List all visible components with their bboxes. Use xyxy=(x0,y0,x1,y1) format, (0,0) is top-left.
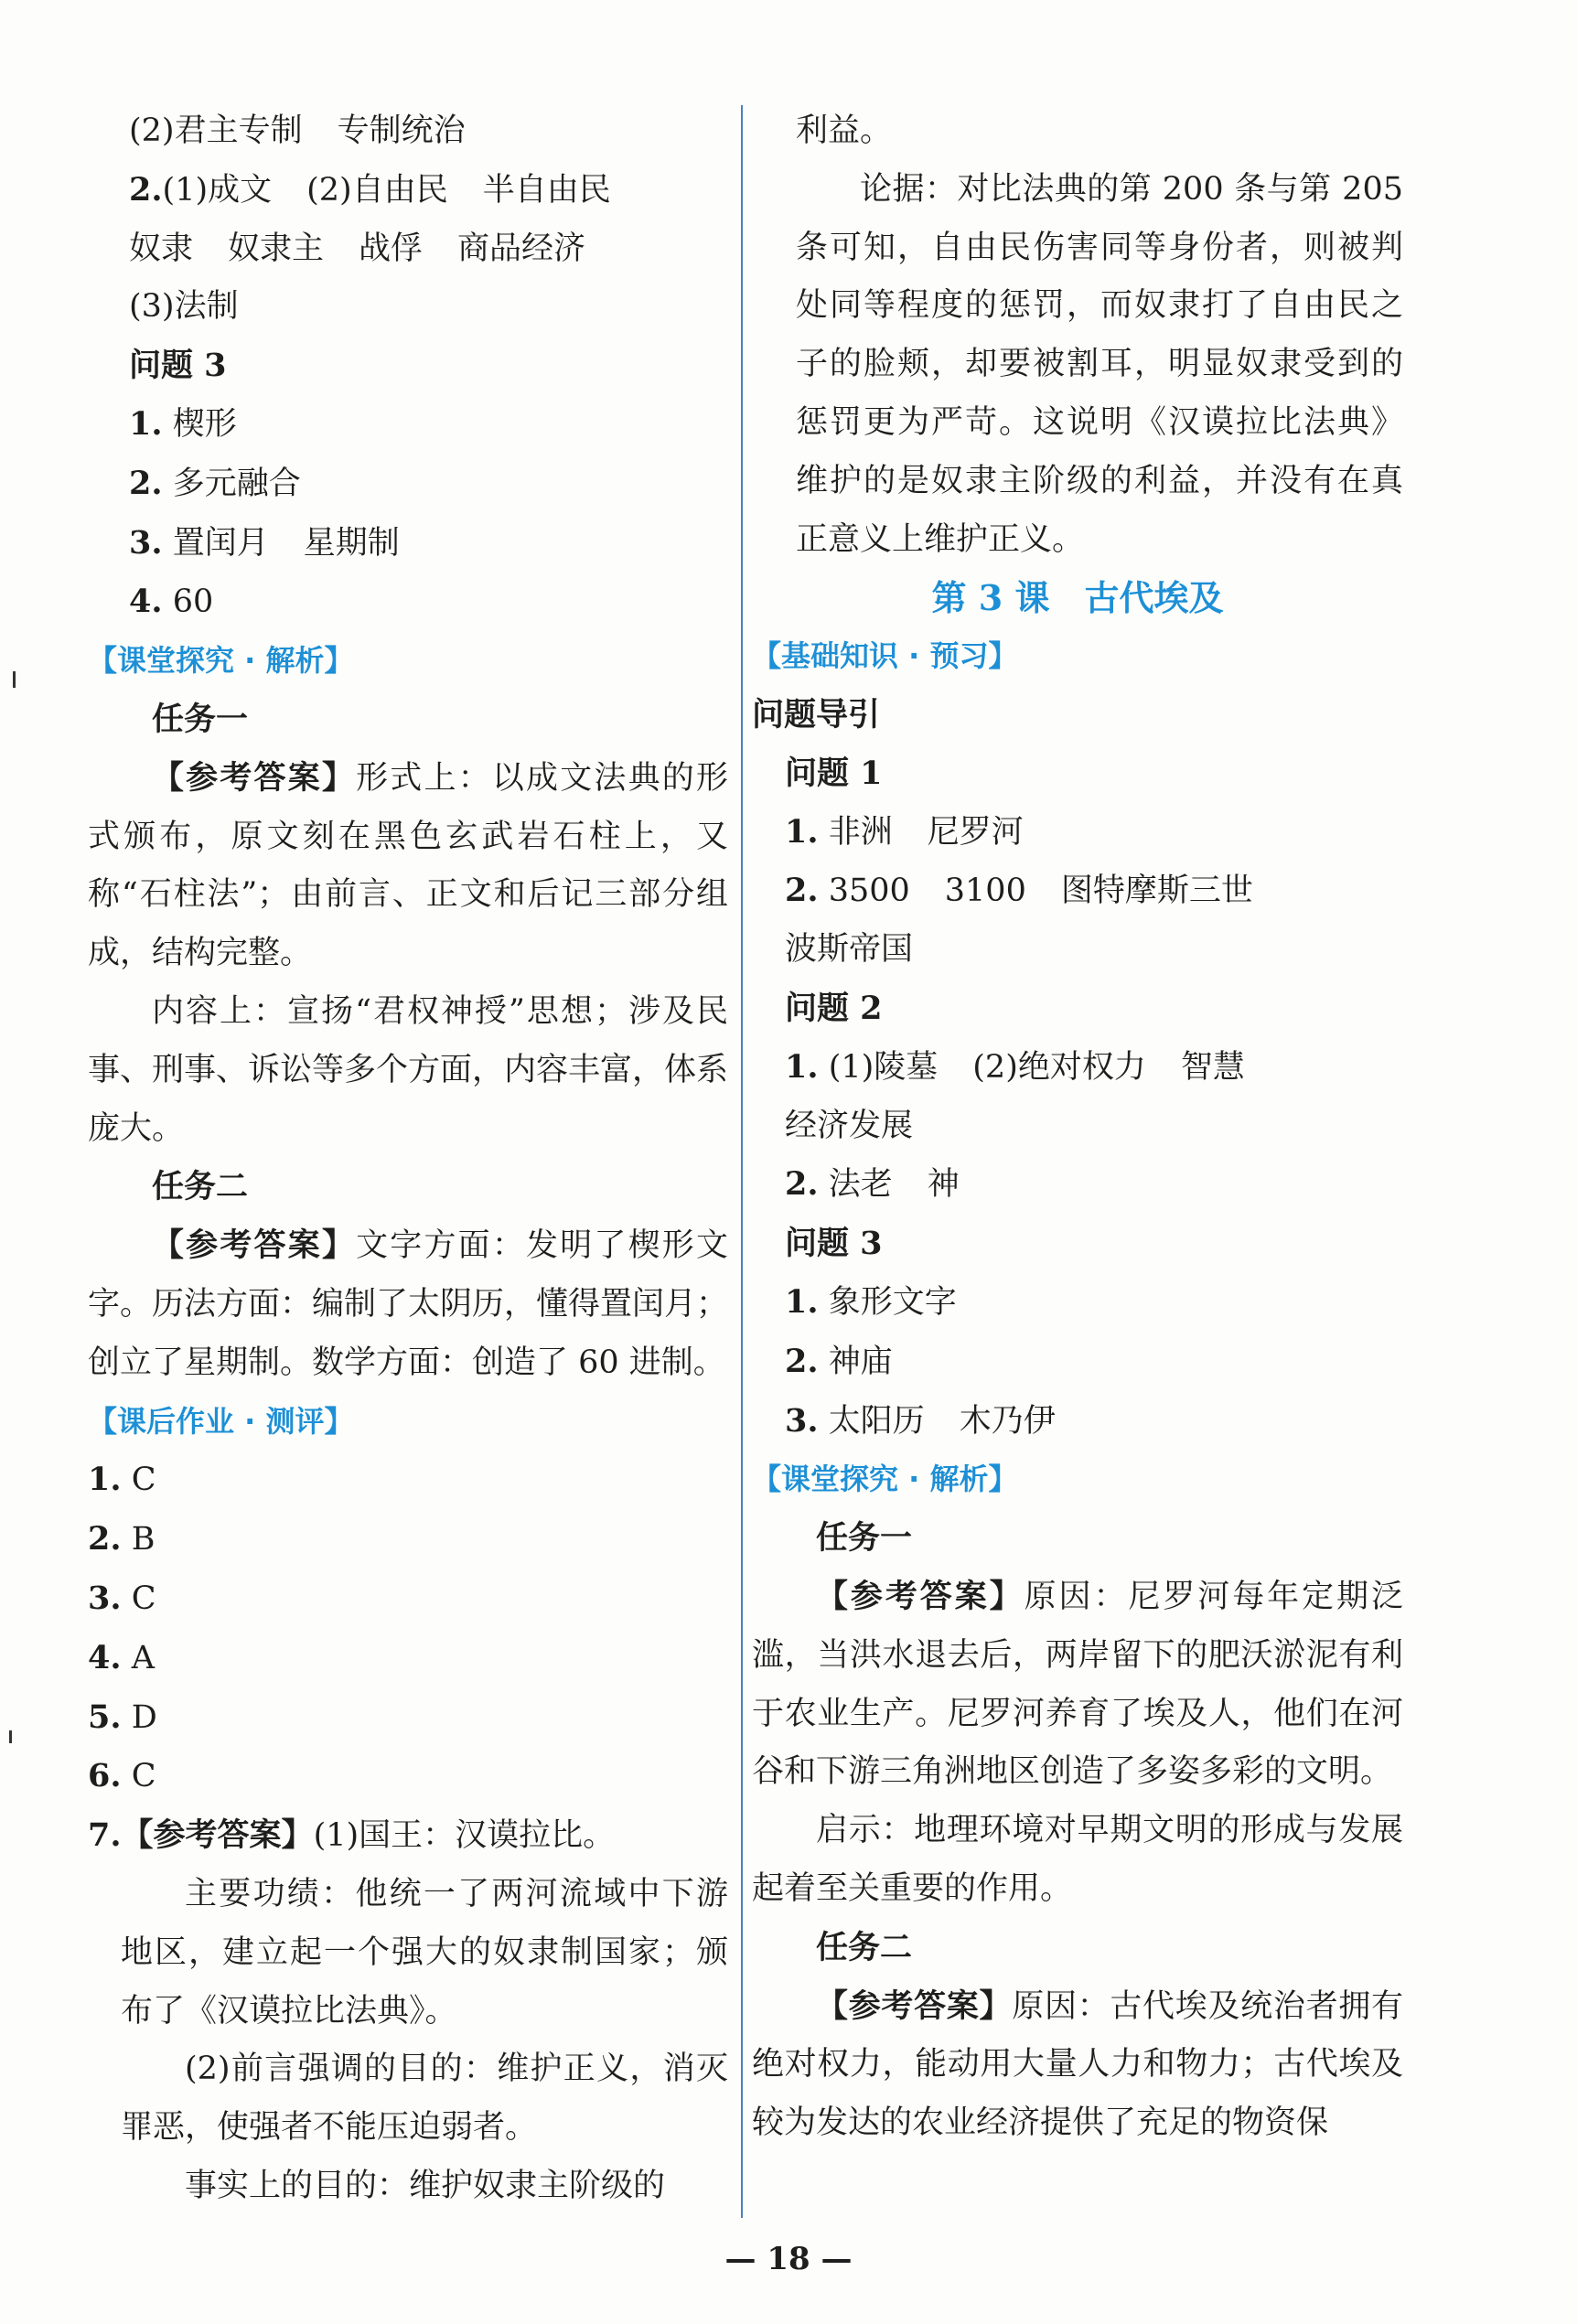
question-heading: 问题 3 xyxy=(785,1225,883,1263)
answer-text: 图特摩斯三世 xyxy=(1060,873,1253,910)
answer-paragraph xyxy=(88,749,728,983)
answer-paragraph: 启示：地理环境对早期文明的形成与发展起着至关重要的作用。 xyxy=(752,1812,1403,1907)
answer-paragraph: 内容上：宣扬“君权神授”思想；涉及民事、刑事、诉讼等多个方面，内容丰富，体系庞大。 xyxy=(88,992,729,1147)
answer-text: 象形文字 xyxy=(828,1283,957,1321)
answer-text: 置闰月 xyxy=(172,524,269,562)
answer-text: (1)陵墓 xyxy=(828,1048,939,1086)
answer-text: B xyxy=(131,1521,156,1558)
answer-text: 半自由民 xyxy=(482,171,611,209)
section-header: 【课堂探究 · 解析】 xyxy=(88,643,354,679)
answer-line: 利益。 xyxy=(796,112,893,149)
answer-line xyxy=(88,1747,728,1806)
answer-line xyxy=(88,573,728,632)
answer-line xyxy=(88,278,728,337)
answer-text: 木乃伊 xyxy=(959,1402,1056,1440)
answer-line xyxy=(88,1806,728,1866)
answer-line xyxy=(752,1333,1403,1392)
answer-paragraph xyxy=(752,1977,1403,2153)
answer-text: (3)法制 xyxy=(129,288,239,326)
answer-line xyxy=(752,1155,1403,1215)
item-number: 1. xyxy=(88,1461,122,1499)
answer-text: C xyxy=(131,1758,156,1795)
item-number: 3. xyxy=(88,1579,122,1617)
answer-text: 楔形 xyxy=(172,405,237,443)
answer-paragraph: (2)前言强调的目的：维护正义，消灭罪恶，使强者不能压迫弱者。 xyxy=(121,2051,728,2147)
item-number: 2. xyxy=(785,1165,819,1204)
answer-text: (2)绝对权力 xyxy=(972,1048,1146,1086)
answer-text: 非洲 xyxy=(828,813,893,851)
answer-line: 经济发展 xyxy=(785,1107,914,1144)
answer-paragraph: 论据：对比法典的第 200 条与第 205 条可知，自由民伤害同等身份者，则被判处同等程度的惩罚，而奴隶打了自由民之子的脸颊，却要被割耳，明显奴隶受到的惩罚更为严苛。这说明《汉谟拉比法典》维护的是奴隶主阶级的利益，并没有在真正意义上维护正义。 xyxy=(796,170,1403,558)
section-header: 【课后作业 · 测评】 xyxy=(88,1403,354,1439)
item-number: 5. xyxy=(88,1697,122,1736)
answer-text: (2)自由民 xyxy=(306,171,448,209)
right-column xyxy=(752,102,1403,2153)
item-number: 2. xyxy=(129,170,163,209)
answer-line xyxy=(88,455,728,514)
answer-line xyxy=(88,220,728,279)
answer-text: 战俘 xyxy=(359,230,424,267)
margin-mark xyxy=(13,671,16,688)
answer-text: 奴隶主 xyxy=(228,230,325,267)
answer-paragraph: 事实上的目的：维护奴隶主阶级的 xyxy=(185,2167,666,2204)
paragraph-text: 文字方面：发明了楔形文字。历法方面：编制了太阴历，懂得置闰月；创立了星期制。数学方面：创造了 60 进制。 xyxy=(88,1227,729,1381)
item-number: 2. xyxy=(88,1520,122,1558)
answer-label: 【参考答案】 xyxy=(152,758,357,797)
answer-text: (1)成文 xyxy=(162,171,273,209)
item-number: 6. xyxy=(88,1757,122,1795)
answer-text: (2)君主专制 xyxy=(129,112,303,149)
section-header: 【课堂探究 · 解析】 xyxy=(752,1462,1018,1497)
section-header: 【基础知识 · 预习】 xyxy=(752,638,1018,674)
answer-line xyxy=(88,514,728,573)
answer-text: 尼罗河 xyxy=(927,813,1024,851)
task-heading: 任务一 xyxy=(816,1519,913,1558)
answer-line xyxy=(88,102,728,161)
answer-text: 法老 xyxy=(828,1166,893,1204)
lesson-title: 第 3 课 古代埃及 xyxy=(931,577,1224,619)
item-number: 7. xyxy=(88,1816,122,1855)
paragraph-text: 原因：古代埃及统治者拥有绝对权力，能动用大量人力和物力；古代埃及较为发达的农业经济提供了充足的物资保 xyxy=(752,1987,1403,2142)
answer-line xyxy=(752,1392,1403,1451)
answer-line xyxy=(88,1629,728,1688)
answer-text: 神 xyxy=(927,1166,960,1204)
answer-line xyxy=(88,395,728,455)
answer-text: C xyxy=(131,1462,156,1499)
answer-label: 【参考答案】 xyxy=(121,1816,314,1855)
answer-paragraph xyxy=(752,1568,1403,1802)
answer-line xyxy=(752,803,1403,862)
answer-text: D xyxy=(131,1698,157,1736)
item-number: 1. xyxy=(129,404,163,443)
answer-label: 【参考答案】 xyxy=(816,1577,1025,1615)
answer-line xyxy=(752,862,1403,921)
answer-text: 奴隶 xyxy=(129,230,194,267)
item-number: 2. xyxy=(785,1342,819,1380)
item-number: 4. xyxy=(88,1638,122,1676)
answer-text: 3100 xyxy=(944,873,1026,910)
answer-line: 波斯帝国 xyxy=(785,931,914,969)
left-column xyxy=(88,102,728,2216)
answer-text: A xyxy=(131,1639,155,1676)
column-divider xyxy=(741,105,743,2218)
answer-text: 星期制 xyxy=(303,524,400,562)
item-number: 2. xyxy=(129,464,163,502)
question-heading: 问题 1 xyxy=(785,754,883,792)
margin-mark xyxy=(9,1730,12,1743)
page-number: — 18 — xyxy=(724,2241,853,2277)
answer-line xyxy=(88,1569,728,1629)
answer-text: (1)国王：汉谟拉比。 xyxy=(313,1817,616,1855)
item-number: 1. xyxy=(785,812,819,851)
task-heading: 任务二 xyxy=(152,1168,249,1206)
paragraph-text: 形式上：以成文法典的形式颁布，原文刻在黑色玄武岩石柱上，又称“石柱法”；由前言、正文和后记三部分组成，结构完整。 xyxy=(88,759,728,972)
answer-line xyxy=(88,161,728,220)
item-number: 2. xyxy=(785,872,819,910)
answer-label: 【参考答案】 xyxy=(816,1987,1013,2025)
task-heading: 任务一 xyxy=(152,700,249,738)
answer-text: 智慧 xyxy=(1180,1048,1245,1086)
answer-line xyxy=(752,1038,1403,1098)
item-number: 3. xyxy=(129,523,163,562)
answer-text: 商品经济 xyxy=(457,230,586,267)
answer-paragraph: 主要功绩：他统一了两河流域中下游地区，建立起一个强大的奴隶制国家；颁布了《汉谟拉比法典》。 xyxy=(121,1875,728,2029)
answer-line xyxy=(752,1273,1403,1333)
answer-text: 神庙 xyxy=(828,1343,893,1380)
answer-text: 太阳历 xyxy=(828,1402,925,1440)
guide-heading: 问题导引 xyxy=(752,695,881,734)
item-number: 1. xyxy=(785,1047,819,1086)
item-number: 4. xyxy=(129,583,163,621)
task-heading: 任务二 xyxy=(816,1928,913,1966)
answer-paragraph xyxy=(88,1216,728,1392)
answer-text: 60 xyxy=(172,584,214,621)
paragraph-text: 原因：尼罗河每年定期泛滥，当洪水退去后，两岸留下的肥沃淤泥有利于农业生产。尼罗河养育了埃及人，他们在河谷和下游三角洲地区创造了多姿多彩的文明。 xyxy=(752,1578,1403,1791)
answer-text: C xyxy=(131,1580,156,1617)
answer-line xyxy=(88,1451,728,1510)
answer-text: 专制统治 xyxy=(337,112,466,149)
answer-text: 3500 xyxy=(828,873,910,910)
item-number: 3. xyxy=(785,1401,819,1440)
question-heading: 问题 3 xyxy=(129,347,227,385)
answer-label: 【参考答案】 xyxy=(152,1226,357,1265)
question-heading: 问题 2 xyxy=(785,989,883,1027)
item-number: 1. xyxy=(785,1282,819,1321)
answer-line xyxy=(88,1510,728,1569)
answer-text: 多元融合 xyxy=(172,465,301,502)
answer-line xyxy=(88,1688,728,1748)
